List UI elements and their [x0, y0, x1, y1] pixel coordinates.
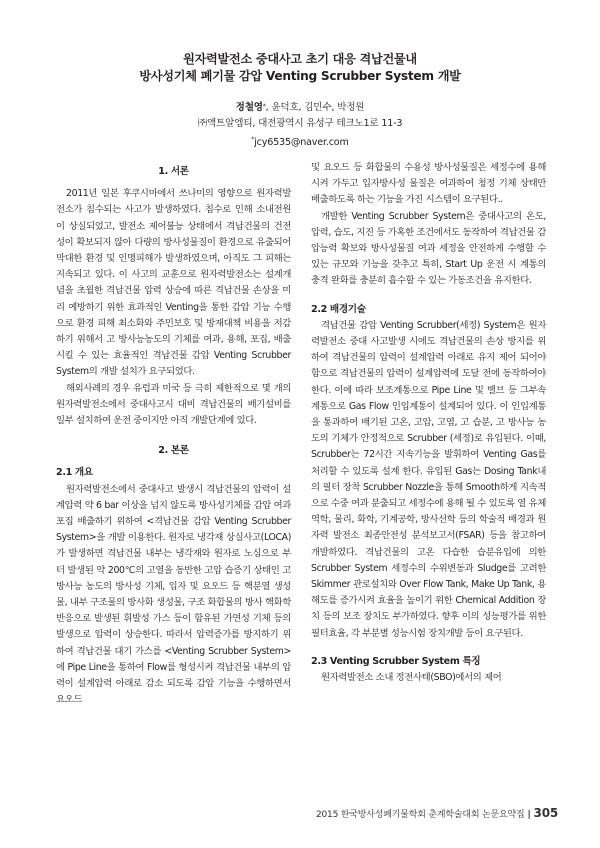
footer-text: 2015 한국방사성폐기물학회 춘계학술대회 논문요약집 — [315, 810, 525, 820]
first-author: 정철영 — [235, 102, 263, 113]
right-column — [311, 160, 546, 686]
page-footer — [316, 806, 558, 820]
paper-title-line1: 원자력발전소 중대사고 초기 대응 격납건물내 — [183, 52, 417, 66]
spacer — [311, 642, 546, 652]
author-list — [40, 101, 560, 114]
section-2-1-paragraph: 원자력발전소에서 중대사고 발생시 격납건물의 압력이 설계압력 약 6 bar 이상을 넘지 않도록 방사성기체를 감압 여과 포집 배출하기 위하여 <격납건물 감압 Venting Scrubber System>을 개발 이용한다. 원자로 냉각재 상실사고(LOCA)가 발생하면 격납건물 내부는 냉각재와 원자로 노심으로 부터 발생된 약 200℃의 고열을 동반한 고압 습증기 상태인 고 방사능 농도의 방사성 기체, 입자 및 요오드 등 핵분열 생성물, 내부 구조물의 방사화 생성물, 구조 화합물의 방사 핵화학 반응으로 발생된 휘발성 가스 등이 함유된 가연성 기체 등의 발생으로 압력이 상승한다. 따라서 압력증가를 방지하기 위하여 격납건물 대기 가스를 <Venting Scrubber System>에 Pipe Line을 통하여 Flow를 형성시켜 격납건물 내부의 압력이 설계압력 아래로 감소 되도록 감압 기능을 수행하면서 요오드 — [56, 483, 291, 706]
affiliation: ㈜액트알엠티, 대전광역시 유성구 테크노1로 11-3 — [197, 118, 403, 129]
co-authors: , 윤덕호, 김민수, 박정원 — [265, 102, 365, 113]
spacer — [56, 429, 291, 439]
intro-heading: 1. 서론 — [158, 166, 189, 177]
spacer — [311, 290, 546, 300]
corresponding-mark: * — [262, 103, 266, 110]
section-2-3-heading: 2.3 Venting Scrubber System 특징 — [311, 655, 481, 667]
right-paragraph-1: 및 요오드 등 화합물의 수용성 방사성물질은 세정수에 용해시켜 가두고 입자방사성 물질은 여과하여 청정 기체 상태만 배출하도록 하는 기능을 가진 시스템이 요구된다.. — [311, 162, 546, 206]
section-2-2-heading: 2.2 배경기술 — [311, 303, 366, 315]
email-mark: * — [251, 136, 255, 143]
footer-separator: | — [527, 810, 531, 820]
email-address: jcy6535@naver.com — [254, 137, 349, 149]
section-2-3-paragraph: 원자력발전소 소내 정전사태(SBO)에서의 제어 — [321, 672, 502, 684]
intro-paragraph-2: 해외사례의 경우 유럽과 미국 등 극히 제한적으로 몇 개의 원자력발전소에서 중대사고시 대비 격납건물의 배기설비를 일부 설치하여 운전 중이지만 아직 개발단계에 있다. — [56, 382, 291, 427]
paper-title-line2: 방사성기체 폐기물 감압 Venting Scrubber System 개발 — [139, 69, 461, 83]
body-heading: 2. 본론 — [158, 445, 189, 457]
left-column — [56, 160, 291, 709]
page-number: 305 — [533, 806, 558, 820]
right-paragraph-2: 개발한 Venting Scrubber System은 중대사고의 온도, 압력, 습도, 지진 등 가혹한 조건에서도 동작하여 격납건물 감압능력 확보와 방사성물질 여과 세정을 안전하게 수행할 수 있는 규모와 기능을 갖추고 특히, Start Up 운전 시 계통의 충격 완화를 충분히 흡수할 수 있는 가동조건을 유지한다. — [311, 210, 546, 287]
section-2-1-heading: 2.1 개요 — [56, 467, 93, 479]
section-2-2-paragraph: 격납건물 감압 Venting Scrubber(세정) System은 원자력발전소 중대 사고발생 시에도 격납건물의 손상 방지를 위하여 격납건물의 압력이 설계압력 아래로 유지 제어 되어야 함으로 격납건물의 압력이 설계압력에 도달 전에 동작하여야 한다. 이에 따라 보조계통으로 Pipe Line 및 밸브 등 그부속 계통으로 Gas Flow 인입계통이 설계되어 있다. 이 인입계통을 통과하여 배기된 고온, 고압, 고염, 고 습분, 고 방사능 농도의 기체가 안정적으로 Scrubber (세정)로 유입된다. 이때, Scrubber는 72시간 지속기능을 발휘하여 Venting Gas를 처리할 수 있도록 설계 한다. 유입된 Gas는 Dosing Tank내의 필터 장착 Scrubber Nozzle을 통해 Smooth하게 지속적으로 수중 여과 분출되고 세정수에 용해 될 수 있도록 열 유체역학, 물리, 화학, 기계공학, 방사선학 등의 학술적 배경과 원자력 발전소 최종안전성 분석보고서(FSAR) 등을 참고하여 개발하였다. 격납건물의 고온 다습한 습분유입에 의한 Scrubber System 세정수의 수위변동과 Sludge를 고려한 Skimmer 관로설치와 Over Flow Tank, Make Up Tank, 용해도를 증가시켜 효율을 높이기 위한 Chemical Addition 장치 등의 보조 장치도 부가하였다. 향후 이의 성능평가를 위한 필터효율, 각 부분별 성능시험 장치개발 등이 요구된다. — [311, 319, 546, 639]
intro-paragraph-1: 2011년 일본 후쿠시마에서 쓰나미의 영향으로 원자력발전소가 침수되는 사고가 발생하였다. 침수로 인해 소내전원이 상실되었고, 발전소 제어불능 상태에서 격납건물의 건전성이 확보되지 않아 다량의 방사성물질이 환경으로 유출되어 막대한 환경 및 인명피해가 발생하였으며, 아직도 그 피해는 지속되고 있다. 이 사고의 교훈으로 원자력발전소는 설계개념을 초월한 격납건물 압력 상승에 따른 격납건물 손상을 미리 예방하기 위한 효과적인 Venting을 통한 감압 기능 수행으로 환경 피해 최소화와 주민보호 및 방재대책 비용을 저감하기 위해서 고 방사능농도의 기체를 여과, 용해, 포집, 배출 시킬 수 있는 효율적인 격납건물 감압 Venting Scrubber System의 개발 설치가 요구되었다. — [56, 188, 291, 378]
email-line — [40, 133, 560, 149]
